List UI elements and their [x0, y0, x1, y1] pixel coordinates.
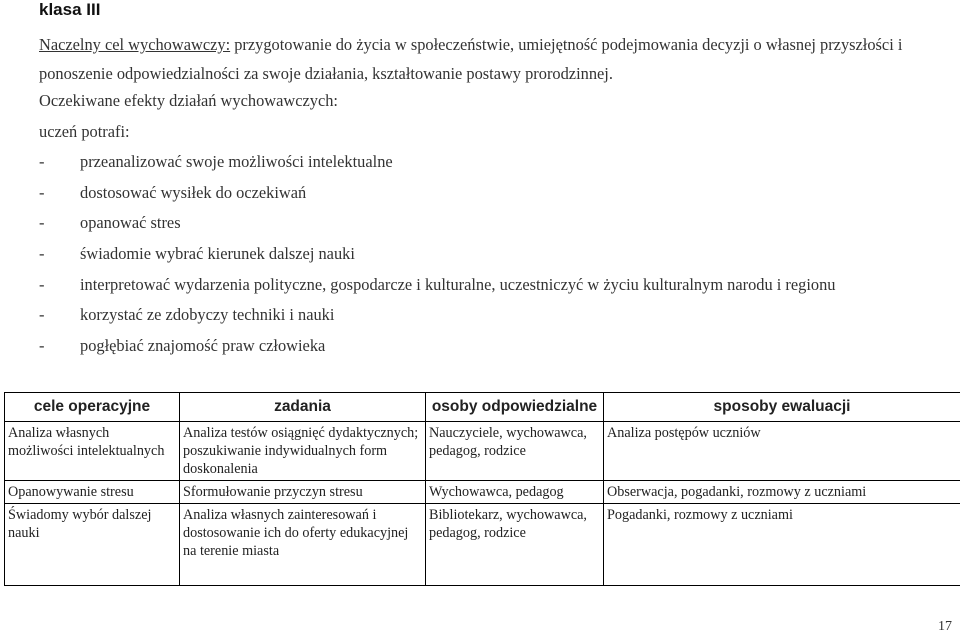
table-cell: Analiza testów osiągnięć dydaktycznych; poszukiwanie indywidualnych form doskonalenia	[180, 422, 426, 481]
bullet-marker: -	[39, 244, 45, 263]
bullet-item: przeanalizować swoje możliwości intelektualne	[80, 152, 393, 171]
table-cell: Analiza postępów uczniów	[604, 422, 960, 481]
main-goal-paragraph	[39, 30, 919, 88]
bullet-item: dostosować wysiłek do oczekiwań	[80, 183, 307, 202]
bullet-marker: -	[39, 152, 45, 171]
table-cell: Analiza własnych możliwości intelektualnych	[5, 422, 180, 481]
bullet-marker: -	[39, 336, 45, 355]
table-cell: Sformułowanie przyczyn stresu	[180, 481, 426, 504]
class-title: klasa III	[39, 0, 101, 19]
table-header-row	[5, 393, 960, 422]
plan-table	[4, 392, 960, 586]
table-cell: Bibliotekarz, wychowawca, pedagog, rodzice	[426, 504, 604, 586]
table-row	[5, 481, 960, 504]
effects-heading: Oczekiwane efekty działań wychowawczych:	[39, 91, 338, 110]
bullet-marker: -	[39, 213, 45, 232]
bullet-item: interpretować wydarzenia polityczne, gospodarcze i kulturalne, uczestniczyć w życiu kulturalnym narodu i regionu	[80, 275, 836, 294]
table-cell: Świadomy wybór dalszej nauki	[5, 504, 180, 586]
bullet-marker: -	[39, 183, 45, 202]
table-cell: Analiza własnych zainteresowań i dostosowanie ich do oferty edukacyjnej na terenie miasta	[180, 504, 426, 586]
student-can-label: uczeń potrafi:	[39, 122, 130, 141]
bullet-item: pogłębiać znajomość praw człowieka	[80, 336, 326, 355]
table-cell: Pogadanki, rozmowy z uczniami	[604, 504, 960, 586]
header-tasks: zadania	[180, 393, 426, 422]
header-evaluation-methods: sposoby ewaluacji	[604, 393, 960, 422]
table-row	[5, 504, 960, 586]
bullet-item: opanować stres	[80, 213, 181, 232]
table-cell: Nauczyciele, wychowawca, pedagog, rodzice	[426, 422, 604, 481]
main-goal-label: Naczelny cel wychowawczy:	[39, 35, 231, 54]
table-cell: Opanowywanie stresu	[5, 481, 180, 504]
table-row	[5, 422, 960, 481]
bullet-item: świadomie wybrać kierunek dalszej nauki	[80, 244, 355, 263]
bullet-marker: -	[39, 275, 45, 294]
main-goal-text: przygotowanie do życia w społeczeństwie, umiejętność podejmowania decyzji o własnej przyszłości i ponoszenie odpowiedzialności za swoje działania, kształtowanie postawy prorodzinnej.	[39, 35, 903, 83]
header-operational-goals: cele operacyjne	[5, 393, 180, 422]
bullet-marker: -	[39, 305, 45, 324]
page-number: 17	[938, 619, 952, 634]
table-cell: Wychowawca, pedagog	[426, 481, 604, 504]
header-responsible-persons: osoby odpowiedzialne	[426, 393, 604, 422]
table-cell: Obserwacja, pogadanki, rozmowy z uczniami	[604, 481, 960, 504]
bullet-item: korzystać ze zdobyczy techniki i nauki	[80, 305, 335, 324]
